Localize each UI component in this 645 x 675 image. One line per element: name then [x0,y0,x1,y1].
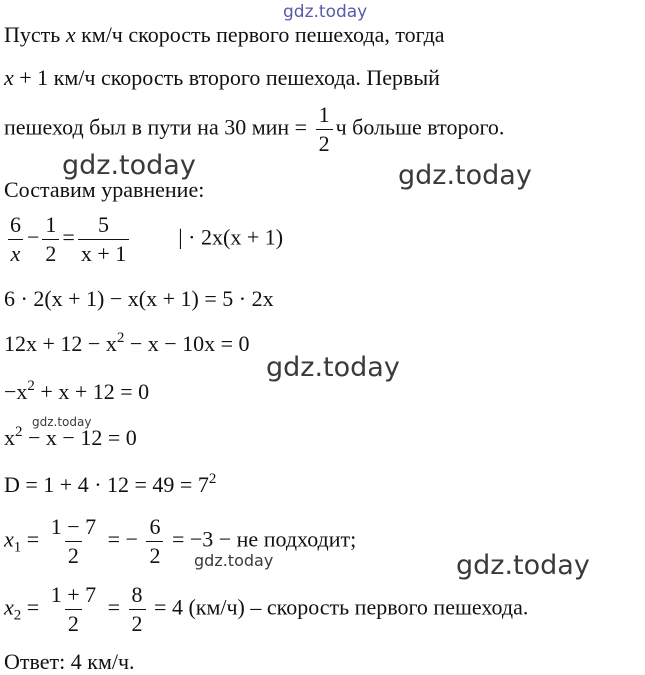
watermark-6: gdz.today [456,550,590,581]
line-2: x + 1 км/ч скорость второго пешехода. Первый [4,65,440,90]
watermark-5: gdz.today [194,551,274,570]
watermark-top: gdz.today [283,2,368,22]
line-1: Пусть x км/ч скорость первого пешехода, тогда [4,22,445,47]
fraction-half: $\frac{1}{2}$ [316,104,333,155]
answer-line: Ответ: 4 км/ч. [4,649,135,674]
line-5-equation: $\frac{6}{x}$ − $\frac{1}{2}$ = $\frac{5}{x + 1}$ | · 2x(x + 1) [4,214,283,265]
line-9: $x^2 - x - 12 = 0$ [4,424,137,450]
watermark-2: gdz.today [398,160,532,191]
line-10: $D = 1 + 4 \cdot 12 = 49 = 7^2$ [4,471,217,497]
line-4: Составим уравнение: [4,177,205,202]
watermark-3: gdz.today [266,352,400,383]
line-12-x2: $x_2$ = $\frac{1 + 7}{2}$ = $\frac{8}{2}$ = 4 (км/ч) – скорость первого пешехода. [4,582,529,636]
line-11-x1: $x_1$ = $\frac{1 - 7}{2}$ = − $\frac{6}{2}$ = −3 − не подходит; [4,514,357,568]
watermark-1: gdz.today [62,150,196,181]
line-3: пешеход был в пути на 30 мин = $\frac{1}{2}$ ч больше второго. [4,102,505,156]
watermark-4: gdz.today [32,415,92,429]
line-8: $-x^2 + x + 12 = 0$ [4,378,150,404]
line-7: $12x + 12 - x^2 - x - 10x = 0$ [4,330,250,356]
line-6: 6 · 2(x + 1) − x(x + 1) = 5 · 2x [4,286,274,311]
